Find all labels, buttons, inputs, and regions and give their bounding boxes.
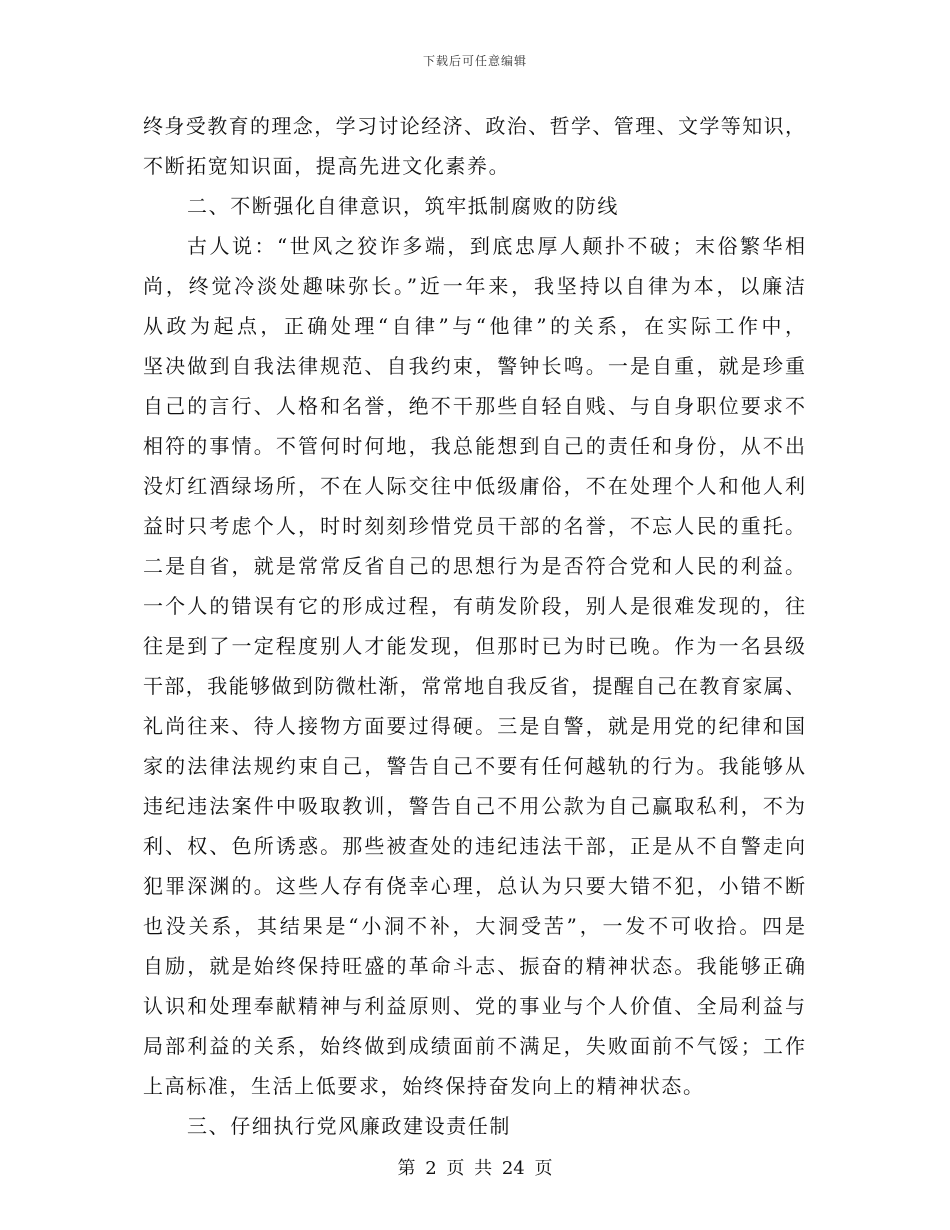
section-heading: 三、仔细执行党风廉政建设责任制 <box>187 1114 511 1138</box>
text-line: 自己的言行、人格和名誉，绝不干那些自轻自贱、与自身职位要求不 <box>143 394 805 418</box>
text-line: 不断拓宽知识面，提高先进文化素养。 <box>143 154 511 178</box>
text-line: 益时只考虑个人，时时刻刻珍惜党员干部的名誉，不忘人民的重托。 <box>143 514 805 538</box>
text-line: 干部，我能够做到防微杜渐，常常地自我反省，提醒自己在教育家属、 <box>143 674 805 698</box>
text-line: 家的法律法规约束自己，警告自己不要有任何越轨的行为。我能够从 <box>143 754 805 778</box>
page-number: 第 2 页 共 24 页 <box>397 1158 553 1179</box>
text-line: 从政为起点，正确处理“自律”与“他律”的关系，在实际工作中， <box>143 314 805 338</box>
text-line: 往是到了一定程度别人才能发现，但那时已为时已晚。作为一名县级 <box>143 634 805 658</box>
text-line: 相符的事情。不管何时何地，我总能想到自己的责任和身份，从不出 <box>143 434 805 458</box>
text-line: 局部利益的关系，始终做到成绩面前不满足，失败面前不气馁；工作 <box>143 1034 805 1058</box>
text-line: 认识和处理奉献精神与利益原则、党的事业与个人价值、全局利益与 <box>143 994 805 1018</box>
document-body <box>143 106 805 1146</box>
text-line: 坚决做到自我法律规范、自我约束，警钟长鸣。一是自重，就是珍重 <box>143 354 805 378</box>
text-line: 古人说：“世风之狡诈多端，到底忠厚人颠扑不破；末俗繁华相 <box>187 234 805 258</box>
page-header: 下载后可任意编辑 <box>422 54 527 68</box>
text-line: 一个人的错误有它的形成过程，有萌发阶段，别人是很难发现的，往 <box>143 594 805 618</box>
text-line: 违纪违法案件中吸取教训，警告自己不用公款为自己赢取私利，不为 <box>143 794 805 818</box>
text-line: 二是自省，就是常常反省自己的思想行为是否符合党和人民的利益。 <box>143 554 805 578</box>
section-heading: 二、不断强化自律意识，筑牢抵制腐败的防线 <box>187 194 619 218</box>
text-line: 终身受教育的理念，学习讨论经济、政治、哲学、管理、文学等知识， <box>143 114 805 138</box>
text-line: 利、权、色所诱惑。那些被查处的违纪违法干部，正是从不自警走向 <box>143 834 805 858</box>
text-line: 礼尚往来、待人接物方面要过得硬。三是自警，就是用党的纪律和国 <box>143 714 805 738</box>
text-line: 犯罪深渊的。这些人存有侥幸心理，总认为只要大错不犯，小错不断 <box>143 874 805 898</box>
text-line: 没灯红酒绿场所，不在人际交往中低级庸俗，不在处理个人和他人利 <box>143 474 805 498</box>
text-line: 上高标准，生活上低要求，始终保持奋发向上的精神状态。 <box>143 1074 705 1098</box>
text-line: 尚，终觉冷淡处趣味弥长。”近一年来，我坚持以自律为本，以廉洁 <box>143 274 805 298</box>
text-line: 也没关系，其结果是“小洞不补，大洞受苦”，一发不可收拾。四是 <box>143 914 805 938</box>
text-line: 自励，就是始终保持旺盛的革命斗志、振奋的精神状态。我能够正确 <box>143 954 805 978</box>
